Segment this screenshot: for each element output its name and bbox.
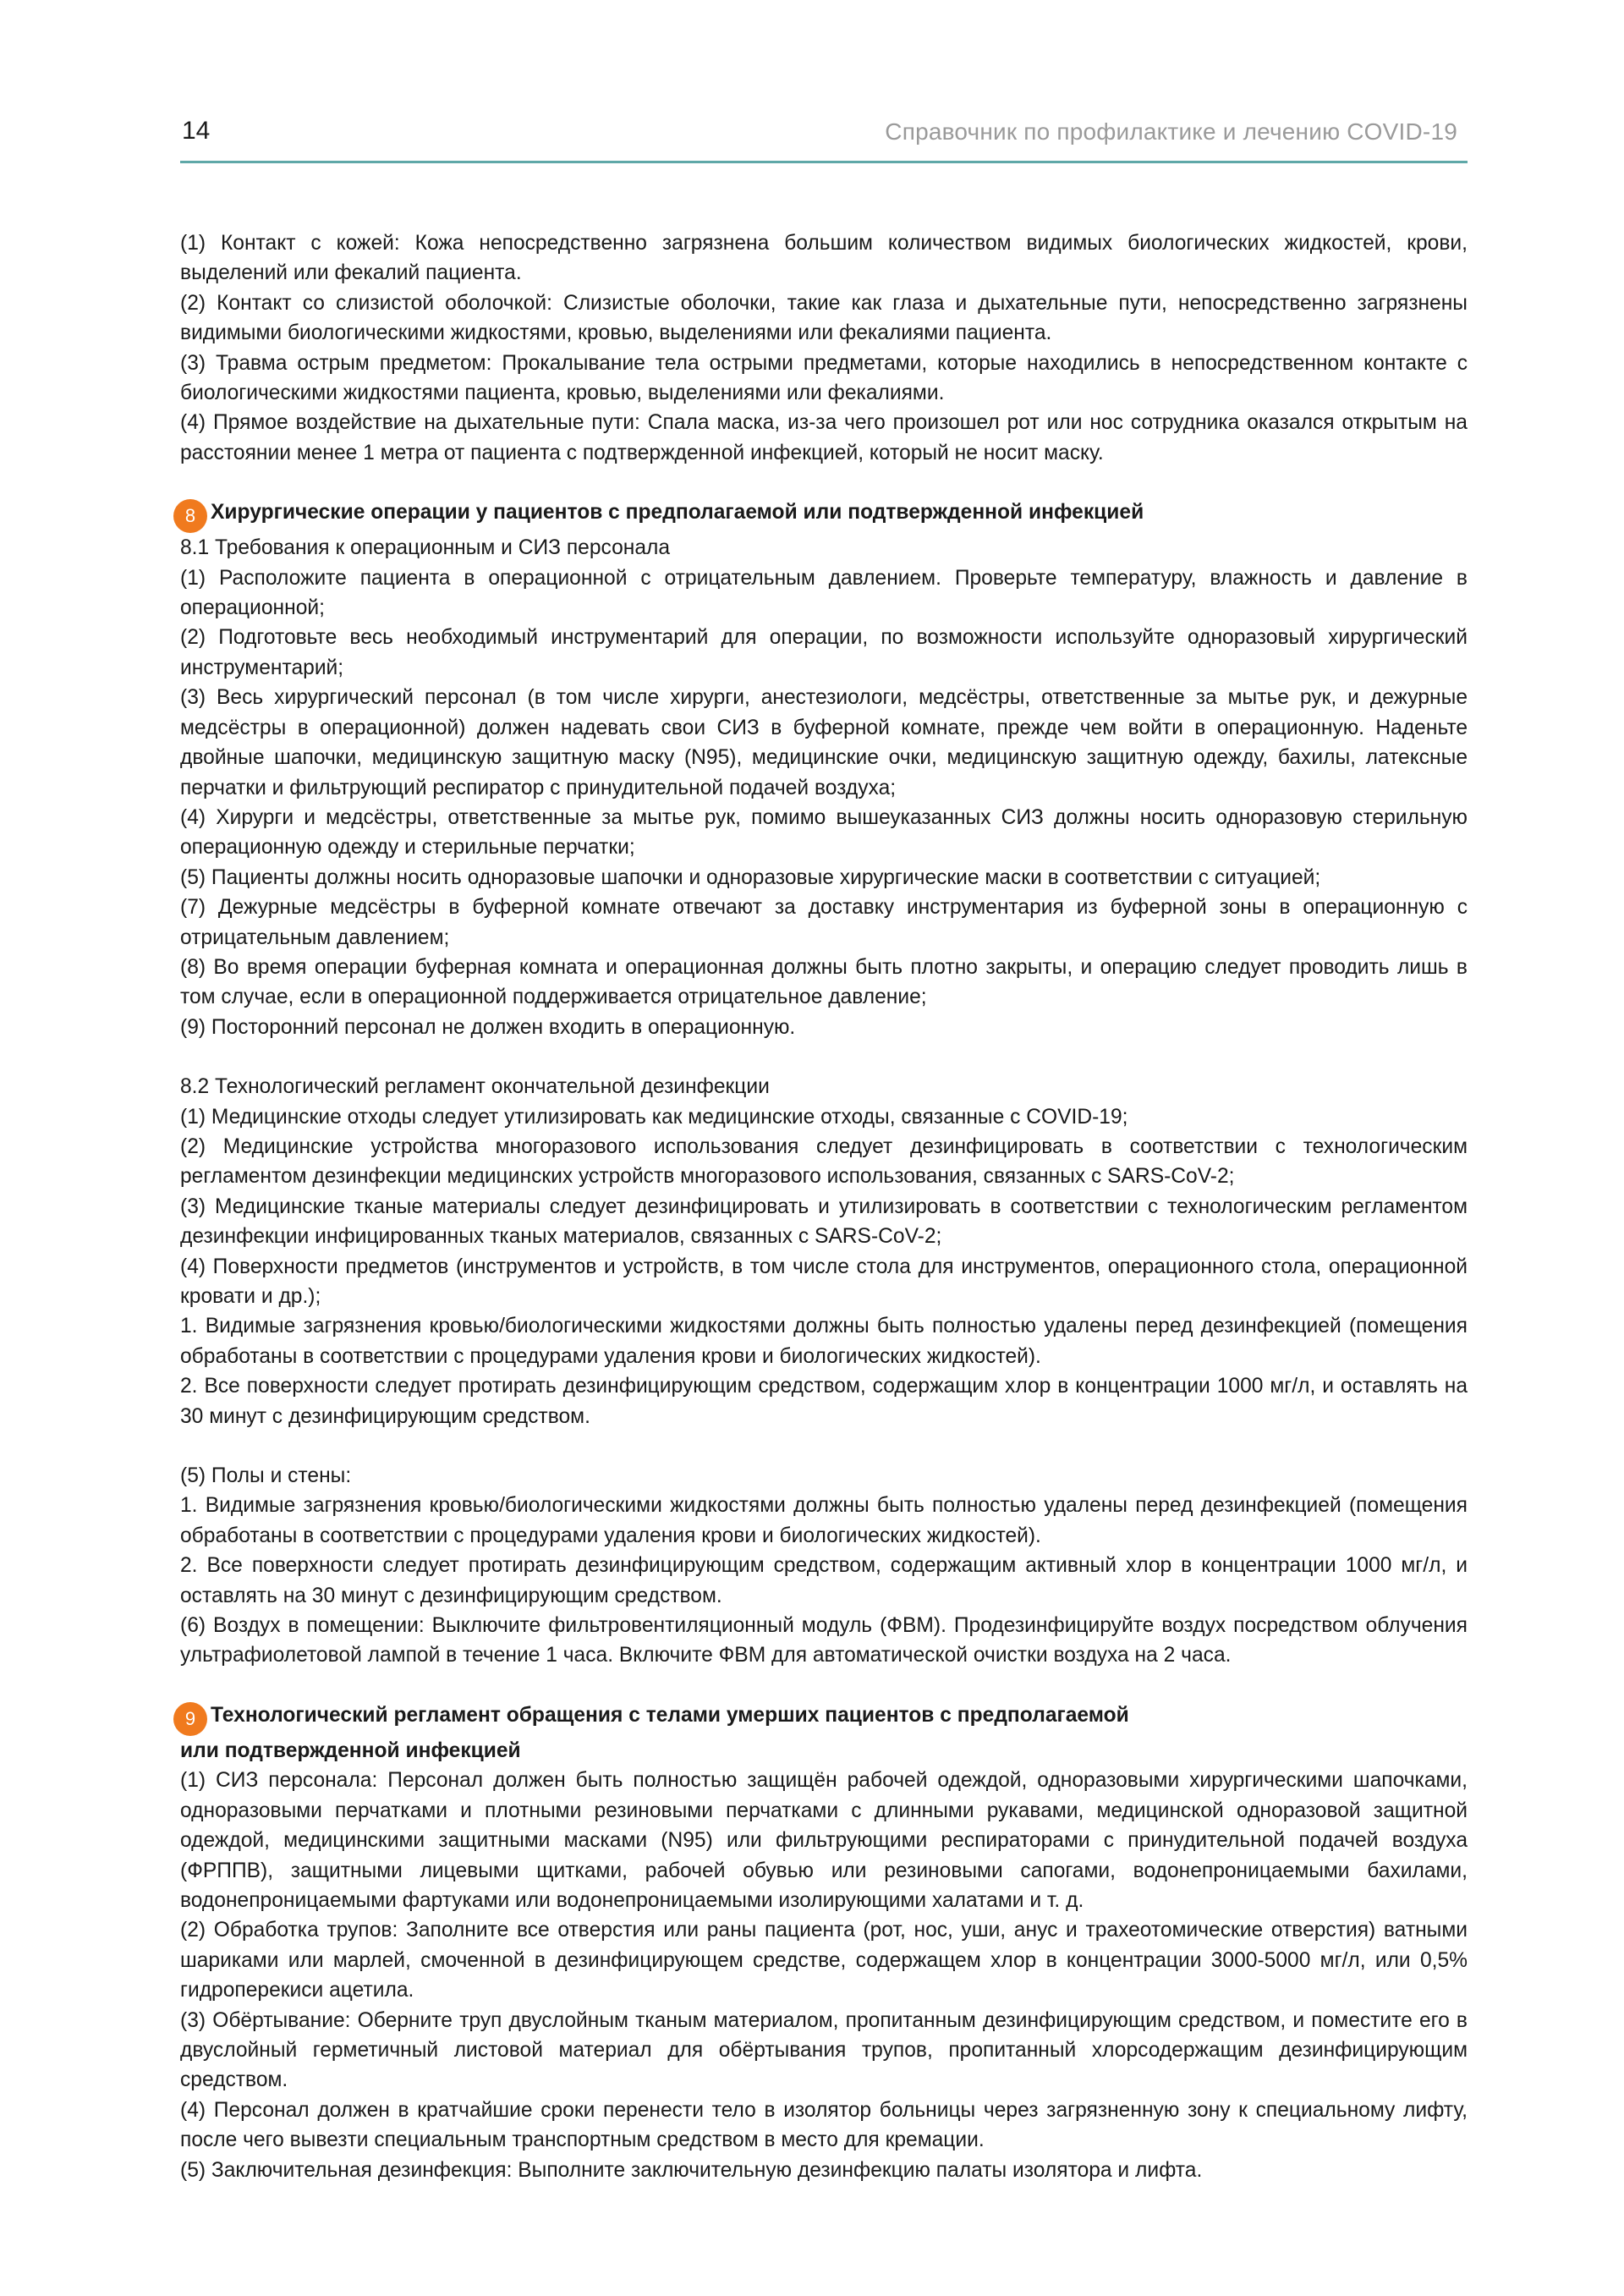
paragraph: (6) Воздух в помещении: Выключите фильтровентиляционный модуль (ФВМ). Продезинфицируйте воздух посредством облучения ультрафиолетовой лампой в течение 1 часа. Включите ФВМ для автоматической очистки воздуха на 2 часа.	[180, 1614, 1468, 1667]
page-content	[180, 228, 1468, 2185]
page-number: 14	[182, 117, 211, 145]
paragraph: 2. Все поверхности следует протирать дезинфицирующим средством, содержащим активный хлор в концентрации 1000 мг/л, и оставлять на 30 минут с дезинфицирующим средством.	[180, 1554, 1468, 1607]
section-heading-8	[180, 497, 1468, 533]
paragraph: (3) Медицинские тканые материалы следует дезинфицировать и утилизировать в соответствии с технологическим регламентом дезинфекции инфицированных тканых материалов, связанных с SARS-CoV-2;	[180, 1195, 1468, 1249]
spacer	[180, 1671, 1468, 1700]
paragraph: (4) Поверхности предметов (инструментов и устройств, в том числе стола для инструментов, операционного стола, операционной кровати и др.);	[180, 1255, 1468, 1308]
section-title: Технологический регламент обращения с телами умерших пациентов с предполагаемой	[211, 1703, 1129, 1727]
section-number-badge: 8	[173, 499, 207, 533]
paragraph: (1) СИЗ персонала: Персонал должен быть полностью защищён рабочей одеждой, одноразовыми хирургическими шапочками, одноразовыми перчатками и плотными резиновыми перчатками с длинными рукавами, медицинской одноразовой защитной одеждой, медицинскими защитными масками (N95) или фильтрующими респираторами с принудительной подачей воздуха (ФРППВ), защитными лицевыми щитками, рабочей обувью или резиновыми сапогами, водонепроницаемыми бахилами, водонепроницаемыми фартуками или водонепроницаемыми изолирующими халатами и т. д.	[180, 1769, 1468, 1912]
paragraph: (2) Подготовьте весь необходимый инструментарий для операции, по возможности используйте одноразовый хирургический инструментарий;	[180, 626, 1468, 679]
section-title: Хирургические операции у пациентов с предполагаемой или подтвержденной инфекцией	[211, 501, 1144, 525]
paragraph: (5) Полы и стены:	[180, 1464, 352, 1488]
paragraph: (3) Травма острым предметом: Прокалывание тела острыми предметами, которые находились в непосредственном контакте с биологическими жидкостями пациента, кровью, выделениями или фекалиями.	[180, 351, 1468, 405]
paragraph: (2) Контакт со слизистой оболочкой: Слизистые оболочки, такие как глаза и дыхательные пути, непосредственно загрязнены видимыми биологическими жидкостями, кровью, выделениями или фекалиями пациента.	[180, 291, 1468, 345]
subsection-title: 8.1 Требования к операционным и СИЗ персонала	[180, 536, 671, 560]
paragraph: (4) Персонал должен в кратчайшие сроки перенести тело в изолятор больницы через загрязненную зону к специальному лифту, после чего вывезти специальным транспортным средством в место для кремации.	[180, 2098, 1468, 2152]
section-heading-9	[180, 1700, 1468, 1736]
paragraph: (5) Пациенты должны носить одноразовые шапочки и одноразовые хирургические маски в соответствии с ситуацией;	[180, 865, 1321, 889]
paragraph: (5) Заключительная дезинфекция: Выполните заключительную дезинфекцию палаты изолятора и лифта.	[180, 2158, 1203, 2182]
spacer	[180, 1042, 1468, 1072]
paragraph: 2. Все поверхности следует протирать дезинфицирующим средством, содержащим хлор в концентрации 1000 мг/л, и оставлять на 30 минут с дезинфицирующим средством.	[180, 1375, 1468, 1428]
paragraph: (1) Контакт с кожей: Кожа непосредственно загрязнена большим количеством видимых биологических жидкостей, крови, выделений или фекалий пациента.	[180, 232, 1468, 285]
paragraph: (4) Прямое воздействие на дыхательные пути: Спала маска, из-за чего произошел рот или нос сотрудника оказался открытым на расстоянии менее 1 метра от пациента с подтвержденной инфекцией, который не носит маску.	[180, 411, 1468, 464]
paragraph: 1. Видимые загрязнения кровью/биологическими жидкостями должны быть полностью удалены перед дезинфекцией (помещения обработаны в соответствии с процедурами удаления крови и биологических жидкостей).	[180, 1494, 1468, 1547]
paragraph: (1) Расположите пациента в операционной с отрицательным давлением. Проверьте температуру, влажность и давление в операционной;	[180, 566, 1468, 620]
running-title: Справочник по профилактике и лечению COVID-19	[885, 118, 1457, 145]
paragraph: (4) Хирурги и медсёстры, ответственные за мытье рук, помимо вышеуказанных СИЗ должны носить одноразовую стерильную операционную одежду и стерильные перчатки;	[180, 805, 1468, 860]
paragraph: (2) Медицинские устройства многоразового использования следует дезинфицировать в соответствии с технологическим регламентом дезинфекции медицинских устройств многоразового использования, связанных с SARS-CoV-2;	[180, 1134, 1468, 1189]
paragraph: (7) Дежурные медсёстры в буферной комнате отвечают за доставку инструментария из буферной зоны в операционную с отрицательным давлением;	[180, 896, 1468, 949]
paragraph: (3) Весь хирургический персонал (в том числе хирурги, анестезиологи, медсёстры, ответственные за мытье рук, и дежурные медсёстры в операционной) должен надевать свои СИЗ в буферной комнате, прежде чем войти в операционную. Наденьте двойные шапочки, медицинскую защитную маску (N95), медицинские очки, медицинскую защитную одежду, бахилы, латексные перчатки и фильтрующий респиратор с принудительной подачей воздуха;	[180, 686, 1468, 799]
paragraph: (3) Обёртывание: Оберните труп двуслойным тканым материалом, пропитанным дезинфицирующим средством, и поместите его в двуслойный герметичный листовой материал для обёртывания трупов, пропитанный хлорсодержащим дезинфицирующим средством.	[180, 2008, 1468, 2092]
paragraph: (2) Обработка трупов: Заполните все отверстия или раны пациента (рот, нос, уши, анус и трахеотомические отверстия) ватными шариками или марлей, смоченной в дезинфицирующем средстве, содержащем хлор в концентрации 3000-5000 мг/л, или 0,5% гидроперекиси ацетила.	[180, 1919, 1468, 2002]
subsection-title: 8.2 Технологический регламент окончательной дезинфекции	[180, 1075, 770, 1099]
spacer	[180, 468, 1468, 497]
page-header	[180, 117, 1468, 163]
paragraph: (9) Посторонний персонал не должен входить в операционную.	[180, 1015, 796, 1039]
paragraph: (1) Медицинские отходы следует утилизировать как медицинские отходы, связанные с COVID-19;	[180, 1105, 1128, 1129]
spacer	[180, 1431, 1468, 1461]
paragraph: (8) Во время операции буферная комната и операционная должны быть плотно закрыты, и операцию следует проводить лишь в том случае, если в операционной поддерживается отрицательное давление;	[180, 955, 1468, 1009]
section-number-badge: 9	[173, 1702, 207, 1736]
paragraph: 1. Видимые загрязнения кровью/биологическими жидкостями должны быть полностью удалены перед дезинфекцией (помещения обработаны в соответствии с процедурами удаления крови и биологических жидкостей).	[180, 1315, 1468, 1368]
section-title-continued: или подтвержденной инфекцией	[180, 1738, 521, 1762]
